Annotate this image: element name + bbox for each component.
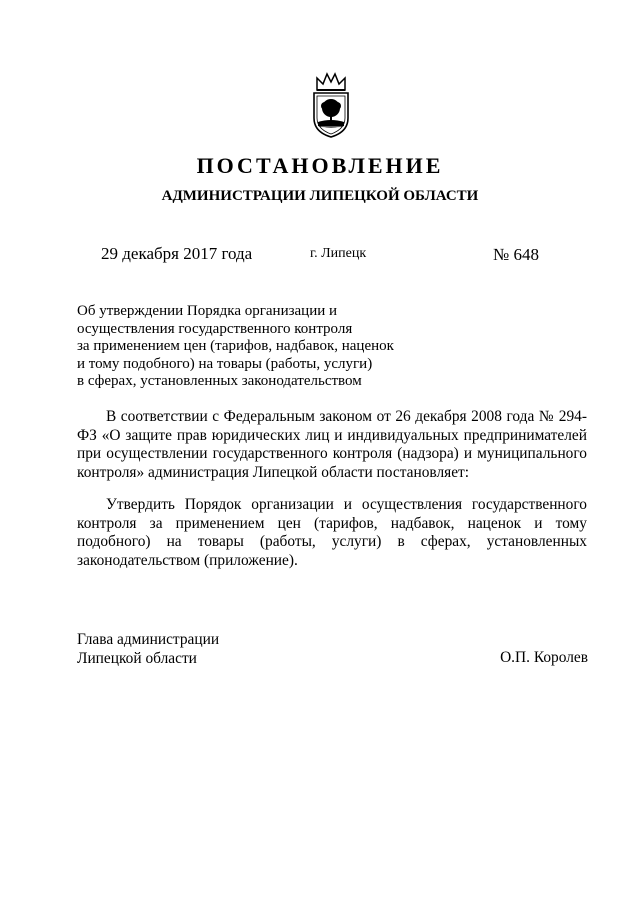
document-number: № 648: [493, 245, 539, 264]
signatory-position: [77, 630, 219, 668]
document-city: г. Липецк: [310, 246, 367, 261]
issuing-authority: АДМИНИСТРАЦИИ ЛИПЕЦКОЙ ОБЛАСТИ: [161, 188, 479, 204]
subject-line: и тому подобного) на товары (работы, услуги): [77, 355, 373, 372]
signatory-position-line: Глава администрации: [77, 631, 220, 648]
signatory-name: О.П. Королев: [500, 649, 588, 666]
subject-line: осуществления государственного контроля: [77, 320, 353, 337]
body-paragraph-resolution: Утвердить Порядок организации и осуществления государственного контроля за применением цен (тарифов, надбавок, наценок и тому подобного) на товары (работы, услуги) в сферах, установленных законодательством (приложение).: [77, 496, 587, 569]
subject-line: в сферах, установленных законодательством: [77, 373, 362, 389]
body-paragraph-preamble: В соответствии с Федеральным законом от 26 декабря 2008 года № 294-ФЗ «О защите прав юридических лиц и индивидуальных предпринимателей при осуществлении государственного контроля (надзора) и муниципального контроля» администрация Липецкой области постановляет:: [77, 408, 587, 481]
document-date: 29 декабря 2017 года: [101, 244, 253, 263]
document-subject: [77, 303, 397, 391]
subject-line: за применением цен (тарифов, надбавок, наценок: [77, 338, 394, 354]
signatory-position-line: Липецкой области: [77, 650, 197, 667]
coat-of-arms-icon: [308, 70, 354, 140]
document-title: ПОСТАНОВЛЕНИЕ: [196, 153, 444, 178]
subject-line: Об утверждении Порядка организации и: [77, 303, 338, 319]
